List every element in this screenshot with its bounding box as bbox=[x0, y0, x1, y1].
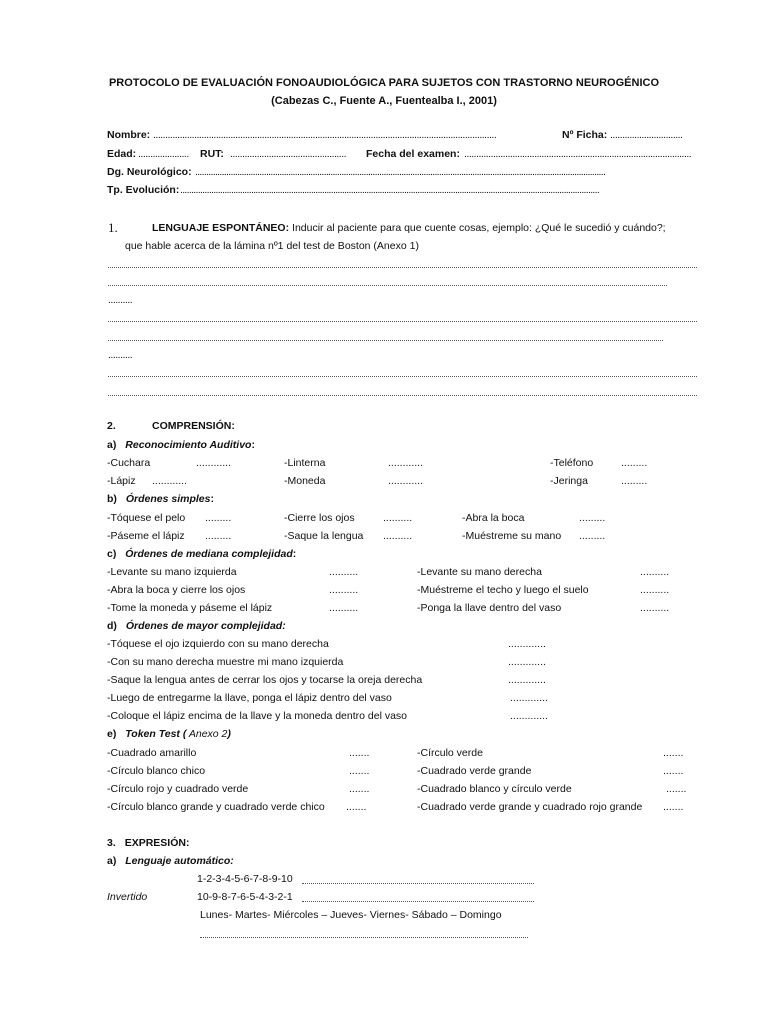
subsection-2d-title bbox=[107, 620, 286, 632]
response-line-6[interactable]: .......... bbox=[108, 349, 133, 361]
section-1-text-1: Inducir al paciente para que cuente cosas, ejemplo: ¿Qué le sucedió y cuándo?; bbox=[289, 222, 666, 234]
blank-telefono[interactable]: ......... bbox=[621, 457, 648, 469]
subsection-2a-title bbox=[107, 439, 255, 451]
response-line-2[interactable] bbox=[108, 285, 667, 286]
blank-cierre-ojos[interactable]: .......... bbox=[383, 512, 413, 524]
item-e-3: -Círculo blanco chico bbox=[107, 765, 206, 777]
subsection-2e-label: e) bbox=[107, 728, 117, 740]
blank-d-1[interactable]: ............. bbox=[508, 638, 546, 650]
sequence-forward-blank[interactable] bbox=[302, 883, 534, 884]
item-techo-suelo: -Muéstreme el techo y luego el suelo bbox=[417, 584, 589, 596]
section-1-intro bbox=[152, 222, 666, 234]
subsection-2a-colon: : bbox=[251, 439, 255, 451]
sequence-forward: 1-2-3-4-5-6-7-8-9-10 bbox=[197, 873, 293, 885]
item-e-7: -Círculo blanco grande y cuadrado verde chico bbox=[107, 801, 325, 813]
edad-blank[interactable]: ..................... bbox=[138, 148, 189, 160]
subsection-2c-colon: : bbox=[292, 548, 297, 560]
blank-d-5[interactable]: ............. bbox=[510, 710, 548, 722]
item-cuchara: -Cuchara bbox=[107, 457, 151, 469]
section-3-heading: EXPRESIÓN: bbox=[124, 837, 190, 849]
subsection-2c-title bbox=[107, 548, 296, 560]
item-toquese-pelo: -Tóquese el pelo bbox=[107, 512, 186, 524]
blank-e-1[interactable]: ....... bbox=[349, 747, 370, 759]
blank-e-5[interactable]: ....... bbox=[349, 783, 370, 795]
item-d-2: -Con su mano derecha muestre mi mano izquierda bbox=[107, 656, 344, 668]
subsection-2b-title bbox=[107, 493, 214, 505]
tp-blank[interactable]: ............................................................................................................................................................................................. bbox=[180, 184, 600, 196]
blank-techo-suelo[interactable]: .......... bbox=[640, 584, 670, 596]
sequence-reverse-blank[interactable] bbox=[302, 901, 534, 902]
item-linterna: -Linterna bbox=[284, 457, 326, 469]
rut-blank[interactable]: ................................................ bbox=[230, 148, 347, 160]
blank-jeringa[interactable]: ......... bbox=[621, 475, 648, 487]
blank-e-6[interactable]: ....... bbox=[666, 783, 687, 795]
subsection-2c-name: Órdenes de mediana complejidad bbox=[125, 548, 293, 560]
ficha-label: Nº Ficha: bbox=[562, 129, 608, 141]
item-moneda-lapiz: -Tome la moneda y páseme el lápiz bbox=[107, 602, 273, 614]
blank-e-4[interactable]: ....... bbox=[663, 765, 684, 777]
blank-moneda[interactable]: ............ bbox=[388, 475, 424, 487]
item-moneda: -Moneda bbox=[284, 475, 326, 487]
days-sequence: Lunes- Martes- Miércoles – Jueves- Viernes- Sábado – Domingo bbox=[200, 909, 502, 921]
nombre-label: Nombre: bbox=[107, 129, 151, 141]
subsection-2e-name: Token Test ( bbox=[125, 728, 187, 740]
document-authors: (Cabezas C., Fuente A., Fuentealba I., 2001) bbox=[271, 95, 497, 107]
section-2-heading: COMPRENSIÓN: bbox=[152, 420, 235, 432]
blank-e-2[interactable]: ....... bbox=[663, 747, 684, 759]
subsection-2b-label: b) bbox=[107, 493, 117, 505]
response-line-3[interactable]: .......... bbox=[108, 294, 133, 306]
item-saque-lengua: -Saque la lengua bbox=[284, 530, 364, 542]
blank-saque-lengua[interactable]: .......... bbox=[383, 530, 413, 542]
subsection-2a-name: Reconocimiento Auditivo bbox=[125, 439, 252, 451]
item-levante-derecha: -Levante su mano derecha bbox=[417, 566, 542, 578]
document-title: PROTOCOLO DE EVALUACIÓN FONOAUDIOLÓGICA PARA SUJETOS CON TRASTORNO NEUROGÉNICO bbox=[108, 77, 660, 89]
subsection-2d-label: d) bbox=[107, 620, 117, 632]
item-abra-cierre: -Abra la boca y cierre los ojos bbox=[107, 584, 246, 596]
blank-lapiz[interactable]: ............ bbox=[152, 475, 188, 487]
blank-d-3[interactable]: ............. bbox=[508, 674, 546, 686]
item-muestreme-mano: -Muéstreme su mano bbox=[462, 530, 562, 542]
item-paseme-lapiz: -Páseme el lápiz bbox=[107, 530, 185, 542]
blank-abra-boca[interactable]: ......... bbox=[579, 512, 606, 524]
item-llave-vaso: -Ponga la llave dentro del vaso bbox=[417, 602, 562, 614]
blank-levante-izquierda[interactable]: .......... bbox=[329, 566, 359, 578]
response-line-4[interactable] bbox=[108, 321, 697, 322]
blank-toquese-pelo[interactable]: ......... bbox=[205, 512, 232, 524]
blank-linterna[interactable]: ............ bbox=[388, 457, 424, 469]
blank-d-4[interactable]: ............. bbox=[510, 692, 548, 704]
item-jeringa: -Jeringa bbox=[550, 475, 588, 487]
item-e-4: -Cuadrado verde grande bbox=[417, 765, 532, 777]
item-cierre-ojos: -Cierre los ojos bbox=[284, 512, 355, 524]
item-abra-boca: -Abra la boca bbox=[462, 512, 525, 524]
subsection-3a-title bbox=[107, 855, 234, 867]
invertido-label: Invertido bbox=[107, 891, 148, 903]
section-3-number: 3. bbox=[107, 837, 116, 849]
section-1-text-2: que hable acerca de la lámina nº1 del test de Boston (Anexo 1) bbox=[125, 240, 419, 252]
item-e-2: -Círculo verde bbox=[417, 747, 483, 759]
item-e-1: -Cuadrado amarillo bbox=[107, 747, 197, 759]
fecha-label: Fecha del examen: bbox=[366, 148, 460, 160]
subsection-2d-name: Órdenes de mayor complejidad: bbox=[125, 620, 286, 632]
item-e-8: -Cuadrado verde grande y cuadrado rojo grande bbox=[417, 801, 643, 813]
response-line-8[interactable] bbox=[108, 395, 697, 396]
item-telefono: -Teléfono bbox=[550, 457, 594, 469]
item-e-5: -Círculo rojo y cuadrado verde bbox=[107, 783, 249, 795]
blank-d-2[interactable]: ............. bbox=[508, 656, 546, 668]
blank-moneda-lapiz[interactable]: .......... bbox=[329, 602, 359, 614]
response-line-1[interactable] bbox=[108, 267, 697, 268]
blank-e-7[interactable]: ....... bbox=[346, 801, 367, 813]
section-1-heading: LENGUAJE ESPONTÁNEO: bbox=[152, 222, 290, 234]
item-d-4: -Luego de entregarme la llave, ponga el lápiz dentro del vaso bbox=[107, 692, 392, 704]
item-d-5: -Coloque el lápiz encima de la llave y la moneda dentro del vaso bbox=[107, 710, 408, 722]
ficha-blank[interactable]: .............................. bbox=[610, 129, 683, 141]
subsection-3a-label: a) bbox=[107, 855, 117, 867]
subsection-2c-label: c) bbox=[107, 548, 117, 560]
response-line-5[interactable] bbox=[108, 340, 663, 341]
blank-llave-vaso[interactable]: .......... bbox=[640, 602, 670, 614]
section-3-heading-row bbox=[107, 837, 189, 849]
nombre-blank[interactable]: .............................................................................................................................................. bbox=[153, 129, 497, 141]
item-levante-izquierda: -Levante su mano izquierda bbox=[107, 566, 237, 578]
response-line-7[interactable] bbox=[108, 376, 697, 377]
fecha-blank[interactable]: .............................................................................................. bbox=[464, 148, 692, 160]
blank-cuchara[interactable]: ............ bbox=[196, 457, 232, 469]
section-2-number: 2. bbox=[107, 420, 116, 432]
subsection-3a-name: Lenguaje automático: bbox=[125, 855, 234, 867]
subsection-2e-annex: Anexo 2 bbox=[186, 728, 228, 740]
blank-e-3[interactable]: ....... bbox=[349, 765, 370, 777]
blank-e-8[interactable]: ....... bbox=[663, 801, 684, 813]
dg-blank[interactable]: ......................................................................................................................................................................................... bbox=[195, 166, 606, 178]
sequence-reverse: 10-9-8-7-6-5-4-3-2-1 bbox=[197, 891, 293, 903]
rut-label: RUT: bbox=[200, 148, 224, 160]
item-d-3: -Saque la lengua antes de cerrar los ojos y tocarse la oreja derecha bbox=[107, 674, 423, 686]
subsection-2e-close: ) bbox=[227, 728, 231, 740]
days-sequence-blank[interactable] bbox=[200, 937, 528, 938]
blank-levante-derecha[interactable]: .......... bbox=[640, 566, 670, 578]
edad-label: Edad: bbox=[107, 148, 137, 160]
subsection-2a-label: a) bbox=[107, 439, 117, 451]
tp-label: Tp. Evolución: bbox=[107, 184, 180, 196]
subsection-2b-name: Órdenes simples bbox=[125, 493, 211, 505]
blank-paseme-lapiz[interactable]: ......... bbox=[205, 530, 232, 542]
item-e-6: -Cuadrado blanco y círculo verde bbox=[417, 783, 572, 795]
subsection-2e-title bbox=[107, 728, 231, 740]
blank-abra-cierre[interactable]: .......... bbox=[329, 584, 359, 596]
dg-label: Dg. Neurológico: bbox=[107, 166, 192, 178]
item-lapiz: -Lápiz bbox=[107, 475, 136, 487]
section-1-number: 1. bbox=[108, 220, 118, 235]
subsection-2b-colon: : bbox=[210, 493, 214, 505]
item-d-1: -Tóquese el ojo izquierdo con su mano derecha bbox=[107, 638, 329, 650]
blank-muestreme-mano[interactable]: ......... bbox=[579, 530, 606, 542]
